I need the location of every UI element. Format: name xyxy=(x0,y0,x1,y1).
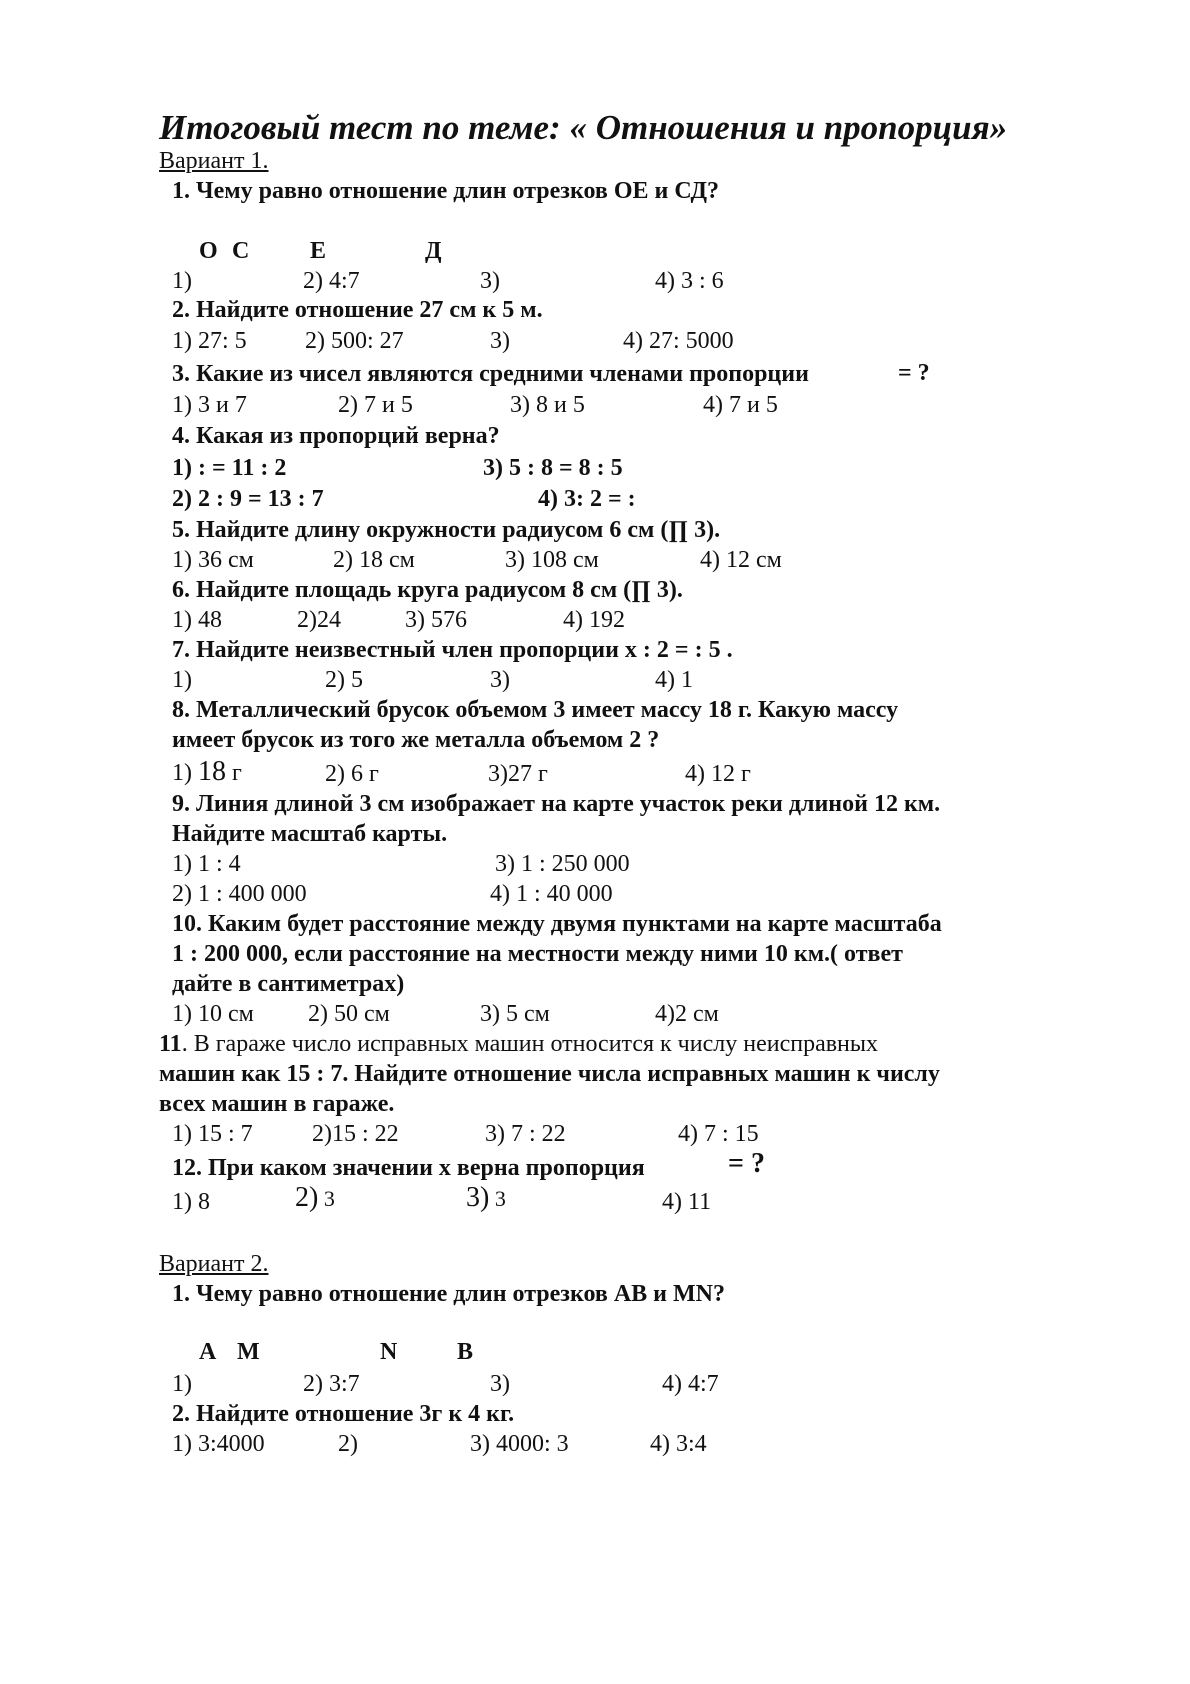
answer-option: 2) 500: 27 xyxy=(305,328,404,354)
answer-option: 4)2 см xyxy=(655,1001,719,1027)
question-8-line-2: имеет брусок из того же металла объемом 2 ? xyxy=(172,727,660,753)
answer-option: 4) 3: 2 = : xyxy=(538,486,636,512)
answer-option: 4) 27: 5000 xyxy=(623,328,734,354)
option-number: 2) xyxy=(295,1182,319,1213)
answer-option: 1) 3 и 7 xyxy=(172,392,247,418)
option-value: 18 xyxy=(198,756,226,787)
option-number: 3) xyxy=(466,1182,490,1213)
answer-option: 4) 3:4 xyxy=(650,1431,707,1457)
answer-option: 4) 12 г xyxy=(685,761,751,787)
answer-option: 1) 8 xyxy=(172,1189,210,1215)
answer-option: 4) 3 : 6 xyxy=(655,268,724,294)
question-2-text: 2. Найдите отношение 3г к 4 кг. xyxy=(172,1401,515,1427)
segment-point: М xyxy=(237,1339,260,1365)
answer-option: 4) 4:7 xyxy=(662,1371,719,1397)
proportion-symbols: = ? xyxy=(898,360,930,386)
answer-option xyxy=(172,758,242,787)
option-prefix: 1) xyxy=(172,760,198,786)
segment-point: О xyxy=(199,238,218,264)
proportion-symbols: = ? xyxy=(728,1148,765,1179)
question-7-text: 7. Найдите неизвестный член пропорции х : 2 = : 5 . xyxy=(172,637,733,663)
answer-option: 2) 6 г xyxy=(325,761,379,787)
answer-option: 1) 15 : 7 xyxy=(172,1121,253,1147)
answer-option: 1) 36 см xyxy=(172,547,254,573)
answer-option: 2) xyxy=(338,1431,358,1457)
answer-option: 2) 4:7 xyxy=(303,268,360,294)
option-value: 3 xyxy=(318,1186,335,1211)
answer-option xyxy=(466,1184,506,1213)
question-12-text: 12. При каком значении х верна пропорция xyxy=(172,1155,645,1181)
answer-option: 3) 576 xyxy=(405,607,467,633)
answer-option: 3) 7 : 22 xyxy=(485,1121,566,1147)
answer-option: 3) 4000: 3 xyxy=(470,1431,569,1457)
variant-1-label: Вариант 1. xyxy=(159,148,269,174)
answer-option: 2) 2 : 9 = 13 : 7 xyxy=(172,486,324,512)
question-text: . В гараже число исправных машин относится к числу неисправных xyxy=(181,1031,879,1057)
question-11-line-2: машин как 15 : 7. Найдите отношение числа исправных машин к числу xyxy=(159,1061,940,1087)
question-5-text: 5. Найдите длину окружности радиусом 6 см (∏ 3). xyxy=(172,517,721,543)
question-11-line-1 xyxy=(159,1030,878,1058)
answer-option xyxy=(295,1184,335,1213)
answer-option: 4) 11 xyxy=(662,1189,712,1215)
answer-option: 3) xyxy=(490,328,510,354)
answer-option: 3) xyxy=(480,268,500,294)
answer-option: 4) 192 xyxy=(563,607,625,633)
answer-option: 3) 1 : 250 000 xyxy=(495,851,630,877)
question-8-line-1: 8. Металлический брусок объемом 3 имеет массу 18 г. Какую массу xyxy=(172,697,899,723)
question-number: 11 xyxy=(159,1031,182,1057)
answer-option: 3) 5 : 8 = 8 : 5 xyxy=(483,455,623,481)
answer-option: 3)27 г xyxy=(488,761,548,787)
question-11-line-3: всех машин в гараже. xyxy=(159,1091,395,1117)
answer-option: 3) xyxy=(490,1371,510,1397)
segment-point: А xyxy=(199,1339,217,1365)
question-4-text: 4. Какая из пропорций верна? xyxy=(172,423,500,449)
answer-option: 1) xyxy=(172,1371,192,1397)
option-value: 3 xyxy=(489,1186,506,1211)
answer-option: 4) 1 : 40 000 xyxy=(490,881,613,907)
segment-point: С xyxy=(232,238,250,264)
answer-option: 3) xyxy=(490,667,510,693)
answer-option: 3) 5 см xyxy=(480,1001,550,1027)
answer-option: 4) 12 см xyxy=(700,547,782,573)
question-10-line-1: 10. Каким будет расстояние между двумя пунктами на карте масштаба xyxy=(172,911,942,937)
answer-option: 1) 48 xyxy=(172,607,222,633)
answer-option: 1) : = 11 : 2 xyxy=(172,455,287,481)
question-10-line-3: дайте в сантиметрах) xyxy=(172,971,405,997)
answer-option: 3) 8 и 5 xyxy=(510,392,585,418)
option-unit: г xyxy=(226,760,242,786)
question-9-line-2: Найдите масштаб карты. xyxy=(172,821,448,847)
answer-option: 2) 5 xyxy=(325,667,363,693)
question-10-line-2: 1 : 200 000, если расстояние на местности между ними 10 км.( ответ xyxy=(172,941,903,967)
answer-option: 1) 10 см xyxy=(172,1001,254,1027)
answer-option: 4) 7 и 5 xyxy=(703,392,778,418)
answer-option: 3) 108 см xyxy=(505,547,599,573)
answer-option: 1) 3:4000 xyxy=(172,1431,265,1457)
answer-option: 1) xyxy=(172,667,192,693)
question-2-text: 2. Найдите отношение 27 см к 5 м. xyxy=(172,297,543,323)
segment-point: Д xyxy=(425,238,442,264)
question-9-line-1: 9. Линия длиной 3 см изображает на карте участок реки длиной 12 км. xyxy=(172,791,941,817)
variant-2-label: Вариант 2. xyxy=(159,1251,269,1277)
question-3-text: 3. Какие из чисел являются средними членами пропорции xyxy=(172,361,809,387)
question-6-text: 6. Найдите площадь круга радиусом 8 см (∏ 3). xyxy=(172,577,683,603)
question-1-text: 1. Чему равно отношение длин отрезков ОЕ и СД? xyxy=(172,178,719,204)
segment-point: В xyxy=(457,1339,474,1365)
answer-option: 1) 27: 5 xyxy=(172,328,247,354)
answer-option: 2)15 : 22 xyxy=(312,1121,399,1147)
answer-option: 1) xyxy=(172,268,192,294)
answer-option: 2) 3:7 xyxy=(303,1371,360,1397)
answer-option: 2) 1 : 400 000 xyxy=(172,881,307,907)
answer-option: 2) 18 см xyxy=(333,547,415,573)
answer-option: 2) 50 см xyxy=(308,1001,390,1027)
answer-option: 1) 1 : 4 xyxy=(172,851,241,877)
question-1-text: 1. Чему равно отношение длин отрезков АВ и МN? xyxy=(172,1281,725,1307)
segment-point: N xyxy=(380,1339,398,1365)
segment-point: Е xyxy=(310,238,327,264)
answer-option: 4) 1 xyxy=(655,667,693,693)
answer-option: 2)24 xyxy=(297,607,341,633)
answer-option: 4) 7 : 15 xyxy=(678,1121,759,1147)
page-title: Итоговый тест по теме: « Отношения и пропорция» xyxy=(159,108,1008,147)
answer-option: 2) 7 и 5 xyxy=(338,392,413,418)
